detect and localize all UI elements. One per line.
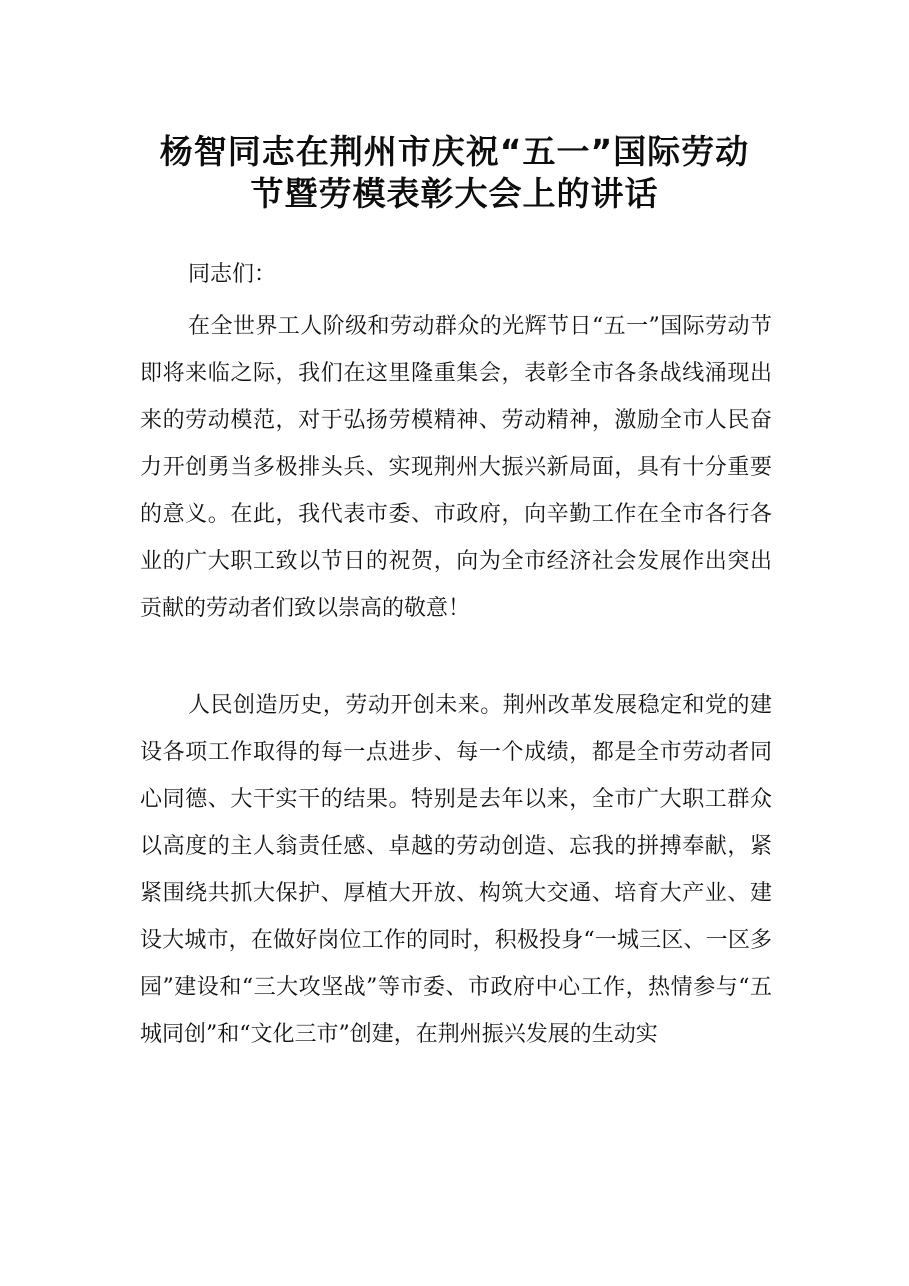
document-title-line-2: 节暨劳模表彰大会上的讲话 (250, 174, 659, 213)
body-paragraph-1: 在全世界工人阶级和劳动群众的光辉节日“五一”国际劳动节即将来临之际，我们在这里隆重集会，表彰全市各条战线涌现出来的劳动模范，对于弘扬劳模精神、劳动精神，激励全市人民奋力开创勇当多极排头兵、实现荆州大振兴新局面，具有十分重要的意义。在此，我代表市委、市政府，向辛勤工作在全市各行各业的广大职工致以节日的祝贺，向为全市经济社会发展作出突出贡献的劳动者们致以崇高的敬意！ (140, 314, 772, 621)
document-title-line-1: 杨智同志在荆州市庆祝“五一”国际劳动 (159, 132, 750, 171)
salutation: 同志们： (188, 262, 277, 287)
body-paragraph-2: 人民创造历史，劳动开创未来。荆州改革发展稳定和党的建设各项工作取得的每一点进步、每一个成绩，都是全市劳动者同心同德、大干实干的结果。特别是去年以来，全市广大职工群众以高度的主人翁责任感、卓越的劳动创造、忘我的拼搏奉献，紧紧围绕共抓大保护、厚植大开放、构筑大交通、培育大产业、建设大城市，在做好岗位工作的同时，积极投身“一城三区、一区多园”建设和“三大攻坚战”等市委、市政府中心工作，热情参与“五城同创”和“文化三市”创建，在荆州振兴发展的生动实 (140, 693, 772, 1047)
